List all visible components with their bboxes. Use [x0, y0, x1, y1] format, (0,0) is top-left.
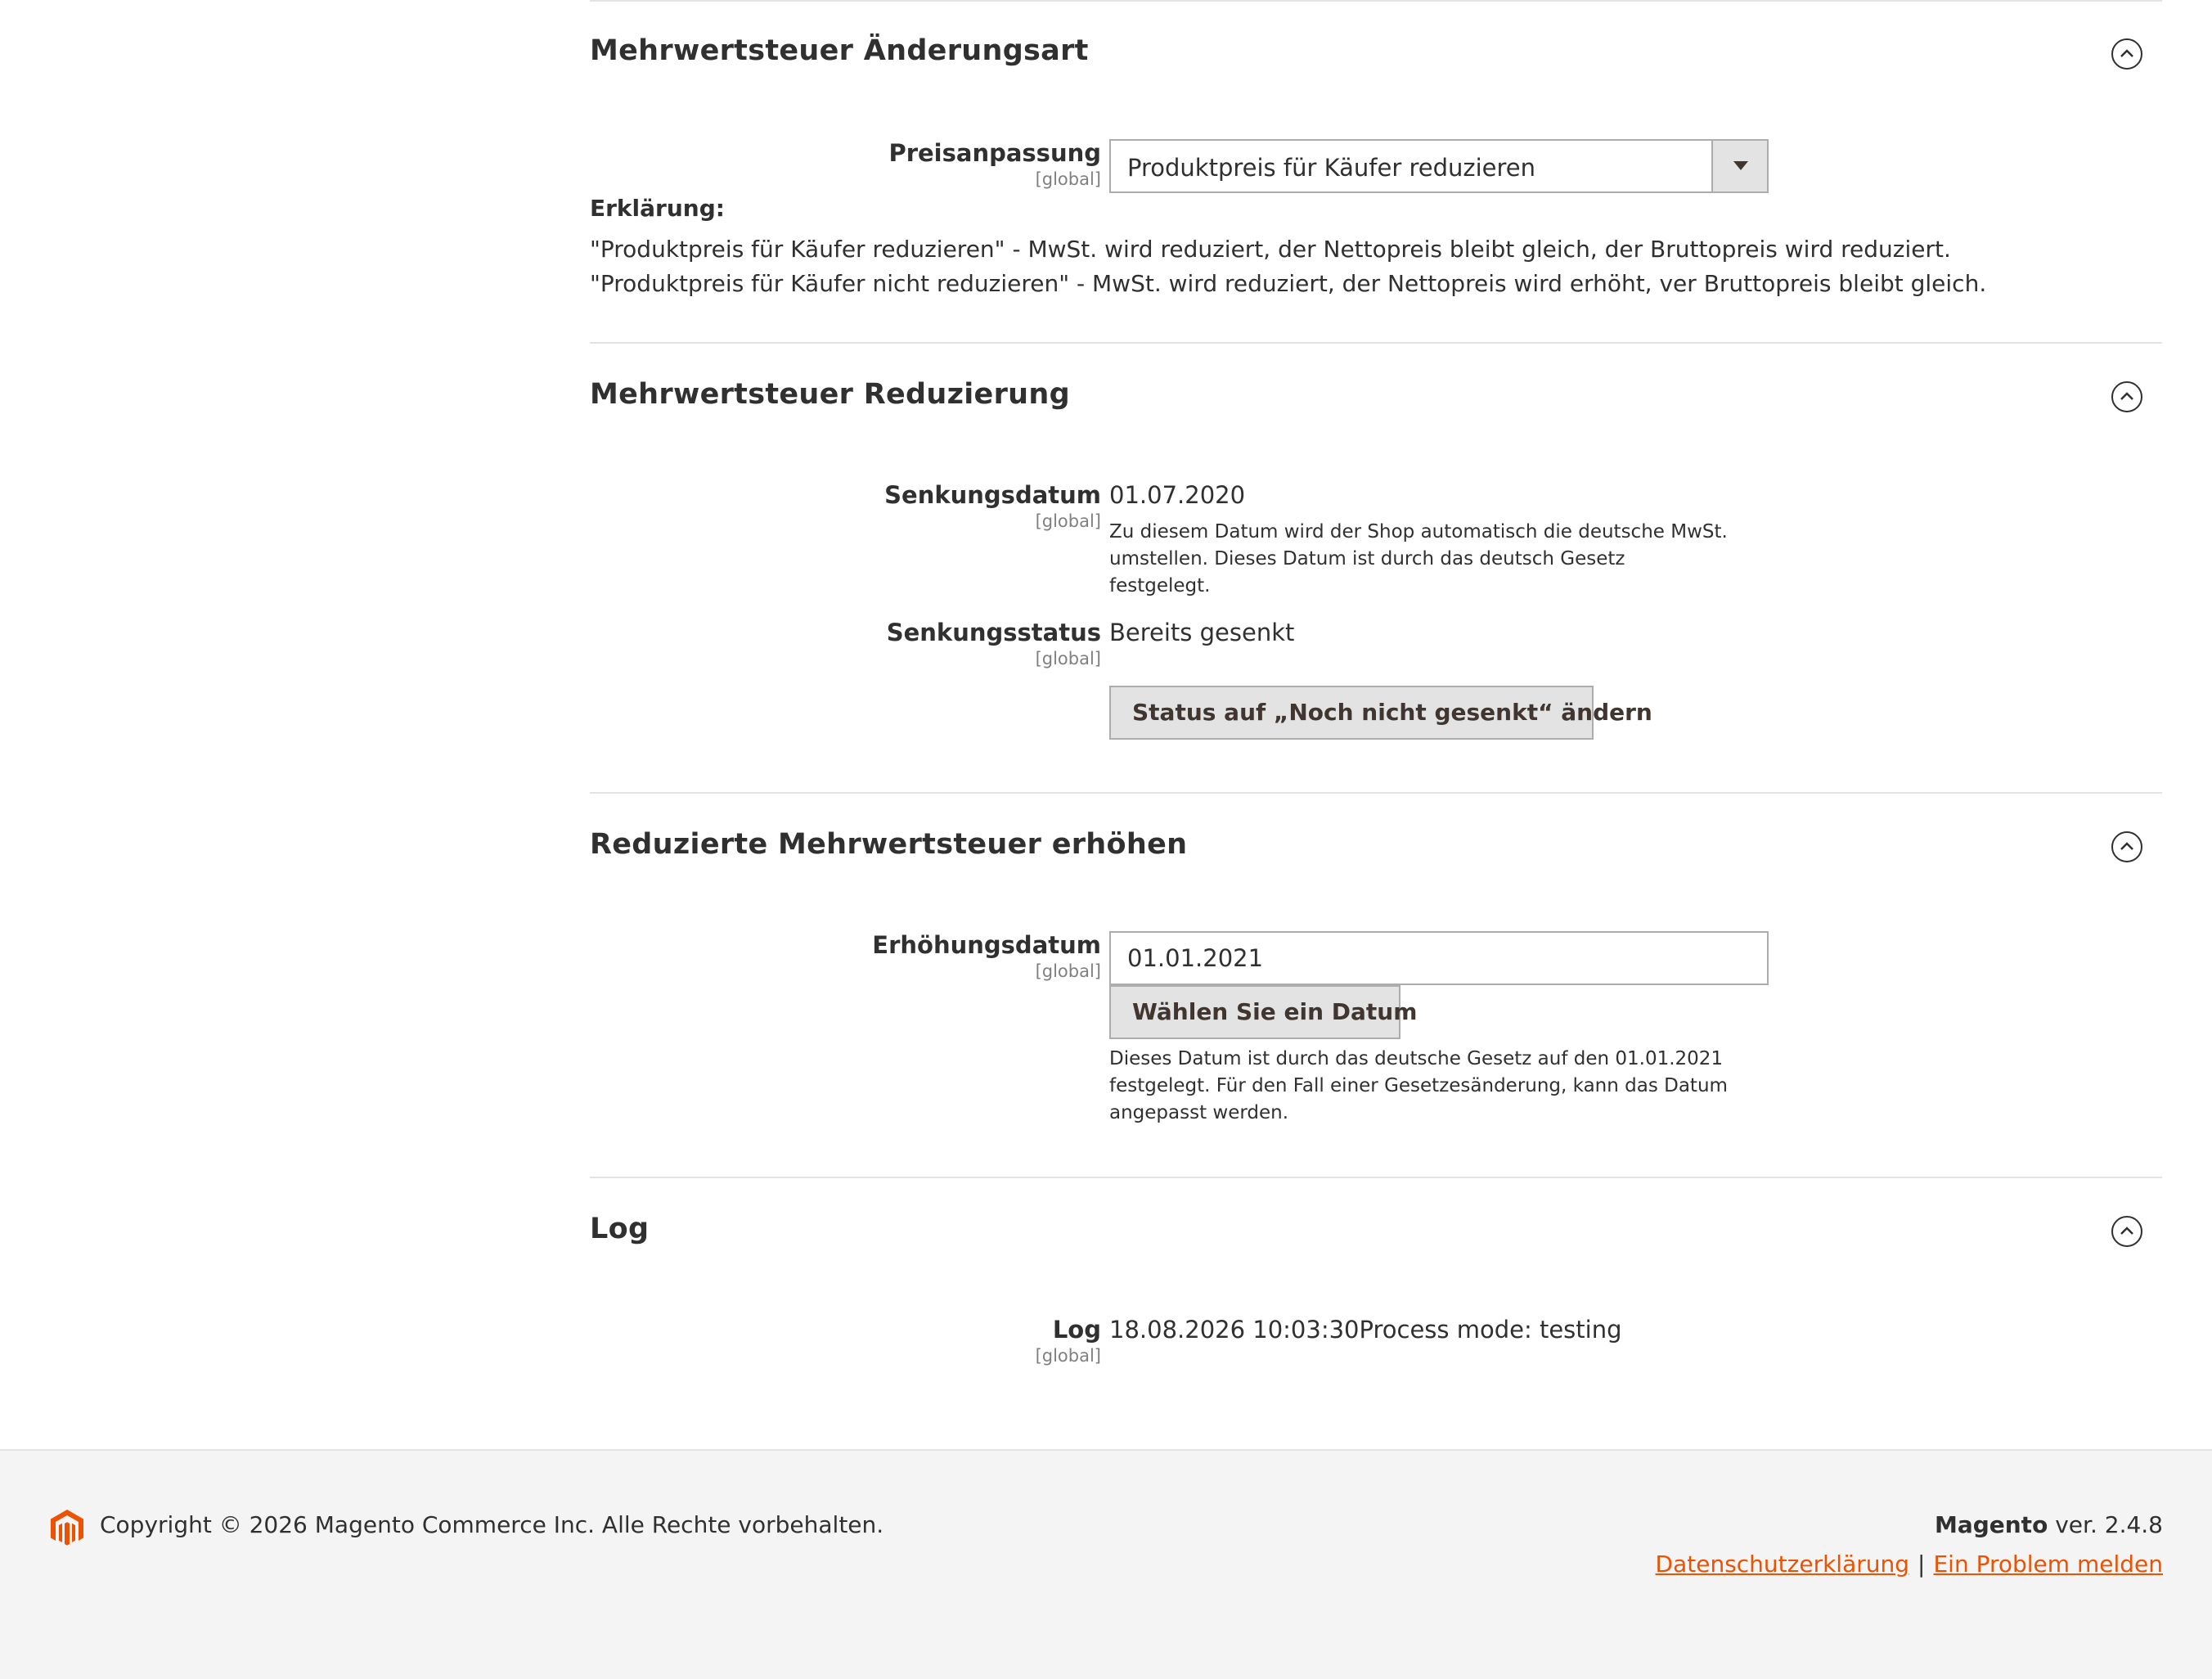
field-label-increase-date: Erhöhungsdatum [global] [872, 931, 1101, 981]
pick-date-button[interactable]: Wählen Sie ein Datum [1109, 985, 1400, 1039]
chevron-up-icon [2119, 390, 2135, 402]
section-title[interactable]: Mehrwertsteuer Reduzierung [590, 378, 1070, 411]
chevron-up-icon [2119, 1225, 2135, 1236]
collapse-section-button[interactable] [2111, 1216, 2142, 1247]
scope-label: [global] [1035, 961, 1101, 981]
privacy-policy-link[interactable]: Datenschutzerklärung [1655, 1551, 1910, 1578]
brand-name: Magento [1934, 1511, 2048, 1538]
scope-label: [global] [1035, 1346, 1101, 1366]
copyright-text: Copyright © 2026 Magento Commerce Inc. Alle Rechte vorbehalten. [100, 1511, 884, 1538]
collapse-section-button[interactable] [2111, 381, 2142, 412]
version-info [1935, 1511, 2163, 1538]
caret-down-icon [1733, 161, 1748, 170]
field-label-reduction-status: Senkungsstatus [global] [886, 619, 1101, 668]
chevron-up-icon [2119, 840, 2135, 852]
select-value: Produktpreis für Käufer reduzieren [1127, 154, 1536, 182]
page-footer [0, 1449, 2212, 1679]
explanation-heading: Erklärung: [590, 195, 725, 222]
field-label-price-adjustment: Preisanpassung [global] [888, 139, 1101, 189]
scope-label: [global] [1035, 169, 1101, 189]
link-separator: | [1918, 1551, 1926, 1578]
reduction-date-note: Zu diesem Datum wird der Shop automatisch die deutsche MwSt. umstellen. Dieses Datum ist durch das deutsch Gesetz festgelegt. [1109, 521, 1728, 596]
field-label-reduction-date: Senkungsdatum [global] [884, 481, 1101, 531]
explanation-line: "Produktpreis für Käufer nicht reduzieren" - MwSt. wird reduziert, der Nettopreis wird erhöht, ver Bruttopreis bleibt gleich. [590, 270, 1987, 297]
scope-label: [global] [1035, 511, 1101, 531]
explanation-line: "Produktpreis für Käufer reduzieren" - MwSt. wird reduziert, der Nettopreis bleibt gleich, der Bruttopreis wird reduziert. [590, 236, 1951, 263]
increase-date-note: Dieses Datum ist durch das deutsche Gesetz auf den 01.01.2021 festgelegt. Für den Fall einer Gesetzesänderung, kann das Datum angepasst werden. [1109, 1048, 1728, 1123]
section-vat-reduction [590, 342, 2162, 794]
scope-label: [global] [1035, 649, 1101, 668]
price-adjustment-select[interactable] [1109, 139, 1769, 193]
dropdown-toggle[interactable] [1711, 141, 1767, 191]
section-vat-increase [590, 792, 2162, 1178]
magento-logo-icon [51, 1510, 83, 1551]
chevron-up-icon [2119, 47, 2135, 59]
footer-links [1656, 1551, 2163, 1578]
increase-date-input[interactable] [1109, 931, 1769, 985]
report-problem-link[interactable]: Ein Problem melden [1933, 1551, 2163, 1578]
reduction-status-value: Bereits gesenkt [1109, 619, 1295, 646]
reduction-date-value: 01.07.2020 [1109, 481, 1246, 509]
change-status-button[interactable]: Status auf „Noch nicht gesenkt“ ändern [1109, 686, 1594, 740]
section-title[interactable]: Log [590, 1213, 650, 1245]
log-value: 18.08.2026 10:03:30Process mode: testing [1109, 1316, 1622, 1344]
collapse-section-button[interactable] [2111, 38, 2142, 70]
section-title[interactable]: Reduzierte Mehrwertsteuer erhöhen [590, 828, 1188, 861]
section-log [590, 1177, 2162, 1422]
section-title[interactable]: Mehrwertsteuer Änderungsart [590, 34, 1089, 67]
version-number: ver. 2.4.8 [2048, 1511, 2163, 1538]
field-label-log: Log [global] [1035, 1316, 1101, 1366]
section-vat-change-mode [590, 0, 2162, 344]
collapse-section-button[interactable] [2111, 831, 2142, 862]
